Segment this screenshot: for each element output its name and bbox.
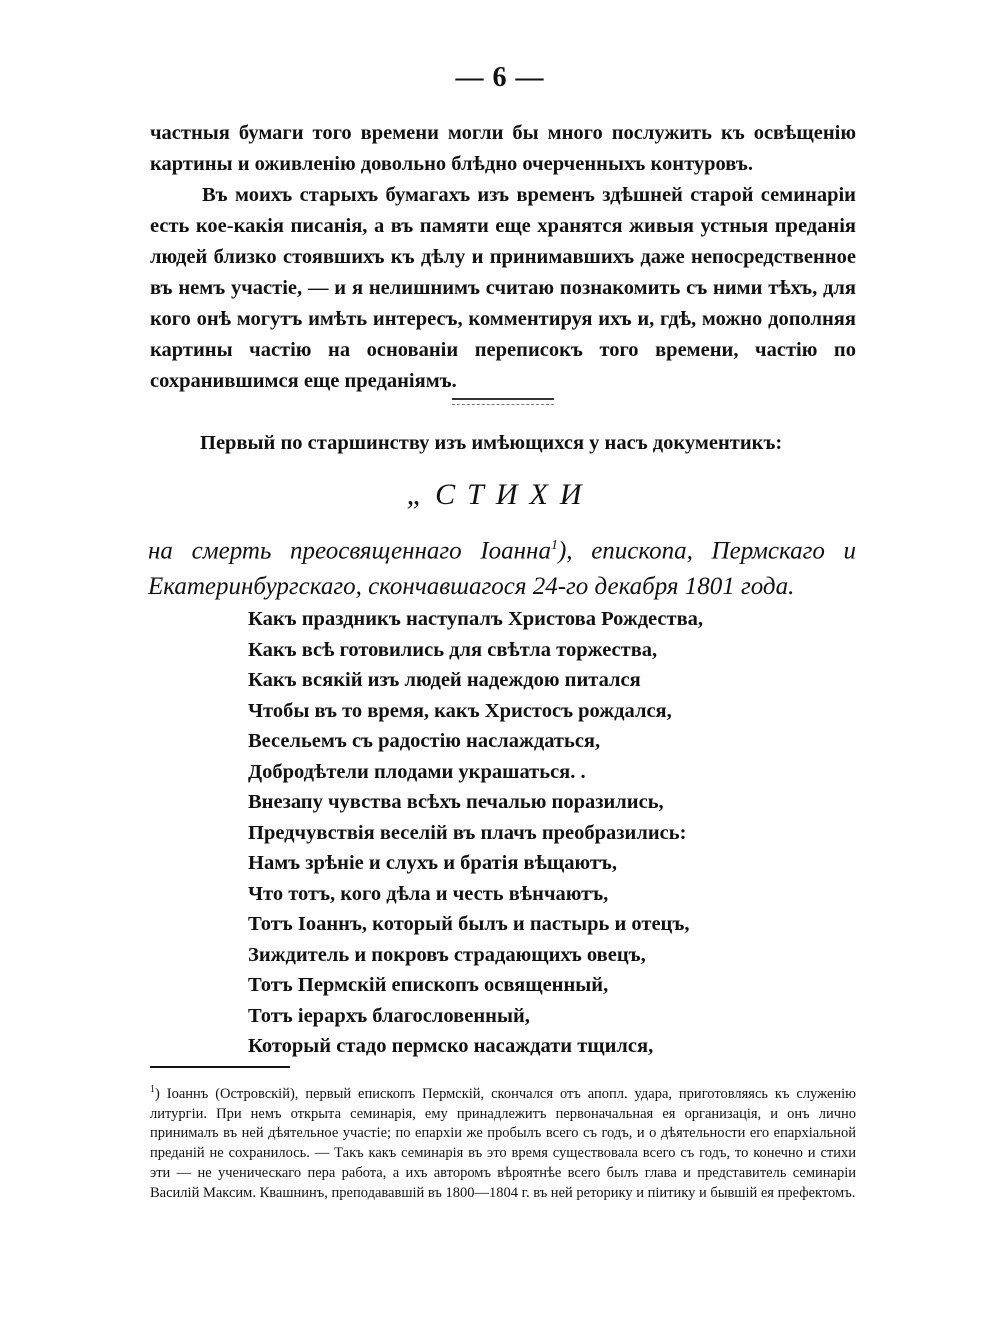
poem-line: Внезапу чувства всѣхъ печалью поразились, xyxy=(248,791,664,813)
poem-line: Зиждитель и покровъ страдающихъ овецъ, xyxy=(248,943,646,966)
poem-line: Предчувствія веселій въ плачъ преобразились: xyxy=(248,821,687,844)
footnote xyxy=(150,1080,856,1204)
intro-text xyxy=(150,118,856,397)
footnote-paragraph xyxy=(150,1080,856,1204)
page-number: — 6 — xyxy=(455,62,545,93)
poem-heading: „СТИХИ xyxy=(406,478,594,511)
subtitle-text-before-ref: на смерть преосвященнаго Іоанна xyxy=(148,537,551,565)
poem-line: Какъ праздникъ наступалъ Христова Рождества, xyxy=(248,608,704,630)
intro-paragraph-1: частныя бумаги того времени могли бы много послужить къ освѣщенію картины и оживленію довольно блѣдно очерченныхъ контуровъ. xyxy=(150,122,856,175)
poem-line: Тотъ Пермскій епископъ освященный, xyxy=(248,974,609,996)
poem-line: Намъ зрѣніе и слухъ и братія вѣщаютъ, xyxy=(248,852,617,874)
poem-line: Который стадо пермско насаждати тщился, xyxy=(248,1035,654,1057)
footnote-rule xyxy=(150,1066,290,1068)
poem-line: Что тотъ, кого дѣла и честь вѣнчаютъ, xyxy=(248,882,609,905)
footnote-marker: 1 xyxy=(150,1084,155,1095)
poem-line: Чтобы въ то время, какъ Христосъ рождался, xyxy=(248,699,672,722)
footnote-text: ) Іоаннъ (Островскій), первый епископъ Пермскій, скончался отъ апопл. удара, приготовляясь къ служенію литургіи. При немъ открыта семинарія, ему принадлежитъ первоначальная ея организація, и онъ лично принималъ въ ней дѣятельное участіе; по епархіи же пробылъ всего съ годъ, и о дѣятельности его епархіальной преданій не сохранилось. — Такъ какъ семинарія въ это время существовала всего съ годъ, то конечно и стихи эти — не ученическаго пера работа, а ихъ авторомъ вѣроятнѣе всего былъ глава и представитель семинаріи Василій Максим. Квашнинъ, преподававшій въ 1800—1804 г. въ ней реторику и піитику и бывшій ея префектомъ. xyxy=(150,1085,856,1201)
poem-line: Весельемъ съ радостію наслаждаться, xyxy=(248,730,601,752)
section-divider xyxy=(452,398,554,405)
poem-line: Какъ всѣ готовились для свѣтла торжества, xyxy=(248,638,658,661)
footnote-reference: 1 xyxy=(550,538,558,553)
poem-line: Тотъ Іоаннъ, который былъ и пастырь и отецъ, xyxy=(248,913,690,935)
poem-subtitle xyxy=(148,528,856,605)
intro-paragraph-2: Въ моихъ старыхъ бумагахъ изъ временъ здѣшней старой семинаріи есть кое-какія писанія, а въ памяти еще хранятся живыя устныя преданія людей близко стоявшихъ къ дѣлу и принимавшихъ даже непосредственное въ немъ участіе, — и я нелишнимъ считаю познакомить съ ними тѣхъ, для кого онѣ могутъ имѣть интересъ, комментируя ихъ и, гдѣ, можно дополняя картины частію на основаніи переписокъ того времени, частію по сохранившимся еще преданіямъ. xyxy=(150,184,856,392)
document-lead-line: Первый по старшинству изъ имѣющихся у насъ документикъ: xyxy=(200,432,783,454)
subtitle-text-after-ref: ), епископа, Пермскаго и Екатеринбургскаго, скончавшагося 24-го декабря 1801 года. xyxy=(148,537,857,601)
poem-body xyxy=(248,604,808,1062)
poem-line: Тотъ іерархъ благословенный, xyxy=(248,1004,530,1027)
poem-line: Добродѣтели плодами украшаться. . xyxy=(248,760,586,783)
poem-line: Какъ всякій изъ людей надеждою питался xyxy=(248,669,641,691)
